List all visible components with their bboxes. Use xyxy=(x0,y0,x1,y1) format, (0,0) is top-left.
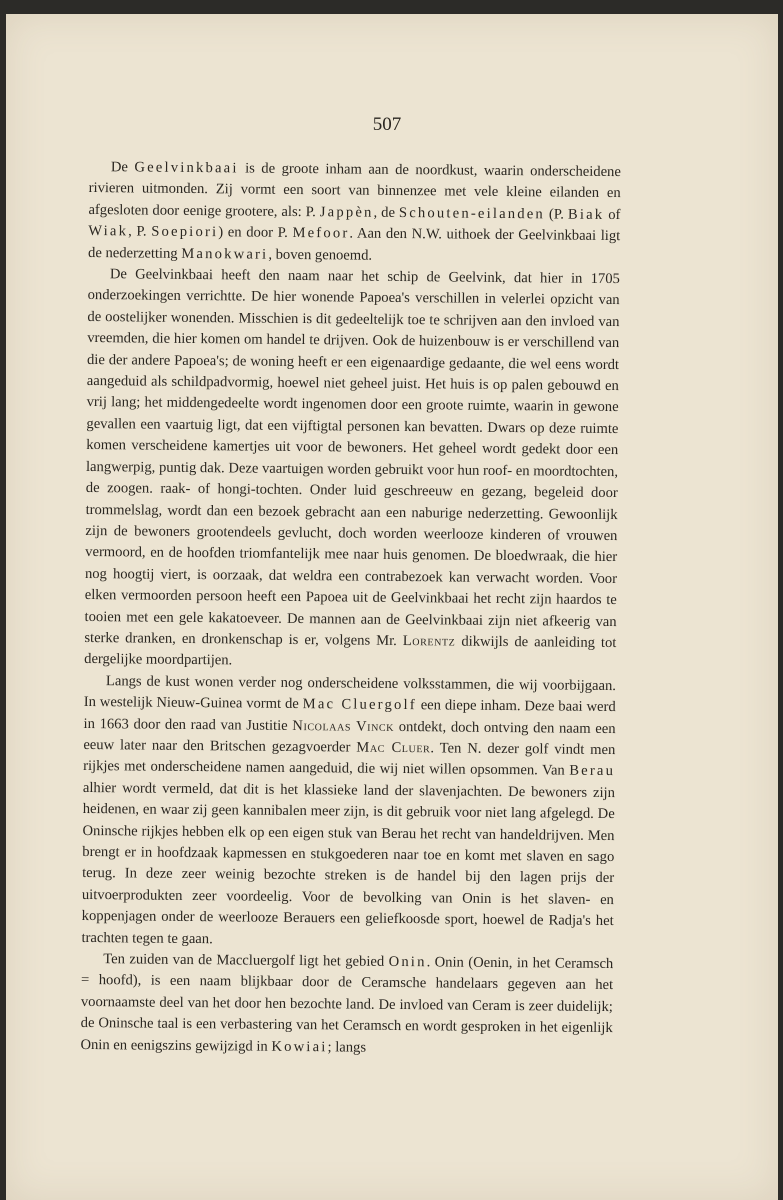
spaced-name: Kowiai xyxy=(271,1038,328,1055)
text-run: of xyxy=(604,206,621,223)
small-caps-name: Nicolaas Vinck xyxy=(292,717,395,735)
small-caps-name: Lorentz xyxy=(402,632,456,650)
spaced-name: Mac Cluergolf xyxy=(302,696,417,714)
text-run: alhier wordt vermeld, dat dit is het klassieke land der slavenjachten. De bewoners zijn heidenen, en waar zij geen kannibalen meer zijn, is dit gebruik voor niet lang afgelegd. De Oninsche rijkjes hebben elk op een eigen stuk van Berau het recht van handeldrijven. Men brengt er in hoofdzaak kapmessen en stukgoederen naar toe en komt met slaven en sago terug. In deze zeer weinig bezochte streken is de handel bij den lagen prijs der uitvoerprodukten zeer voordeelig. Voor de bevolking van Onin is het slaven- en koppenjagen onder de weerlooze Berauers een geliefkoosde sport, hoewel de Radja's het trachten tegen te gaan. xyxy=(81,779,615,947)
text-run: ontdekt, doch ontving den naam een eeuw later naar den Britschen gezagvoerder xyxy=(83,718,616,756)
small-caps-name: Mac Cluer xyxy=(356,739,431,757)
text-run: ) en door P. xyxy=(218,224,293,242)
spaced-name: Biak xyxy=(567,206,605,223)
text-run: Langs de kust wonen verder nog onderscheidene volksstammen, die wij voorbijgaan. In westelijk Nieuw-Guinea vormt de xyxy=(83,672,617,713)
paragraph xyxy=(88,157,621,269)
text-run: , de xyxy=(373,204,400,221)
text-run: . Aan den N.W. uithoek der Geelvinkbaai ligt de nederzetting xyxy=(88,225,621,262)
text-run: ; langs xyxy=(327,1038,367,1056)
spaced-name: Wiak xyxy=(88,223,129,240)
text-run: (P. xyxy=(544,206,569,223)
text-run: De Geelvinkbaai heeft den naam naar het schip de Geelvink, dat hier in 1705 onderzoekingen verrichtte. De hier wonende Papoea's verschillen in velerlei opzicht van de oostelijker wonenden. Misschien is dit gedeeltelijk toe te schrijven aan den invloed van vreemden, die hier komen om handel te drijven. Ook de huizenbouw is er verschillend van die der andere Papoea's; de woning heeft er een eigenaardige gedaante, die wel eens wordt aangeduid als schildpadvormig, hoewel niet geheel juist. Het huis is op palen gebouwd en vrij lang; het middengedeelte wordt ingenomen door een groote ruimte, waarin in gewone gevallen een vaartuig ligt, dat een vijftigtal personen kan bevatten. Dwars op deze ruimte komen verscheidene kamertjes uit voor de bewoners. Het geheel wordt gedekt door een langwerpig, puntig dak. Deze vaartuigen worden gebruikt voor hun roof- en moordtochten, de zoogen. raak- of hongi-tochten. Onder luid geschreeuw en gezang, begeleid door trommelslag, wordt dan een bezoek gebracht aan een naburige nederzetting. Gewoonlijk zijn de bewoners grootendeels gevlucht, doch worden weerlooze kinderen of vrouwen vermoord, en de hoofden triomfantelijk mee naar huis genomen. De bloedwraak, die hier nog hoogtij viert, is oorzaak, dat weldra een contrabezoek kan verwacht worden. Voor elken vermoorden persoon heeft een Papoea uit de Geelvinkbaai het recht zijn haardos te tooien met een gele kakatoeveer. De mannen aan de Geelvinkbaai zijn niet afkeerig van sterke dranken, en dronkenschap is er, volgens Mr. xyxy=(84,266,620,649)
text-run: , boven genoemd. xyxy=(268,246,373,264)
text-run: Ten zuiden van de Maccluergolf ligt het gebied xyxy=(103,951,389,970)
spaced-name: Jappèn xyxy=(319,204,374,221)
book-page xyxy=(6,14,778,1200)
spaced-name: Schouten-eilanden xyxy=(398,204,546,223)
paragraph xyxy=(80,949,613,1061)
page-number: 507 xyxy=(372,114,402,135)
spaced-name: Berau xyxy=(569,763,616,780)
text-run: . Ten N. dezer golf vindt men rijkjes met onderscheidene namen aangeduid, die wij niet willen opsommen. Van xyxy=(83,740,616,780)
text-run: is de groote inham aan de noordkust, waarin onderscheidene rivieren uitmonden. Zij vormt een soort van binnenzee met vele kleine eilanden en afgesloten door eenige grootere, als: P. xyxy=(88,160,621,221)
spaced-name: Soepiori xyxy=(151,223,219,241)
paragraph xyxy=(84,264,620,676)
text-run: , P. xyxy=(128,223,152,240)
spaced-name: Manokwari xyxy=(181,245,269,263)
spaced-name: Geelvinkbaai xyxy=(134,159,239,177)
text-run: dikwijls de aanleiding tot dergelijke moordpartijen. xyxy=(84,633,617,669)
spaced-name: Mefoor xyxy=(292,225,350,242)
spaced-name: Onin xyxy=(388,953,427,971)
body-text xyxy=(80,157,621,1061)
paragraph xyxy=(81,671,616,954)
text-run: een diepe inham. Deze baai werd in 1663 door den raad van Justitie xyxy=(83,697,616,734)
text-run: . Onin (Oenin, in het Ceramsch = hoofd), is een naam blijkbaar door de Ceramsche handelaars gegeven aan het voornaamste deel van het door hen bezochte land. De invloed van Ceram is zeer duidelijk; de Oninsche taal is een verbastering van het Ceramsch en wordt gesproken in het eigenlijk Onin en eenigszins gewijzigd in xyxy=(80,954,614,1055)
text-run: De xyxy=(110,159,135,176)
